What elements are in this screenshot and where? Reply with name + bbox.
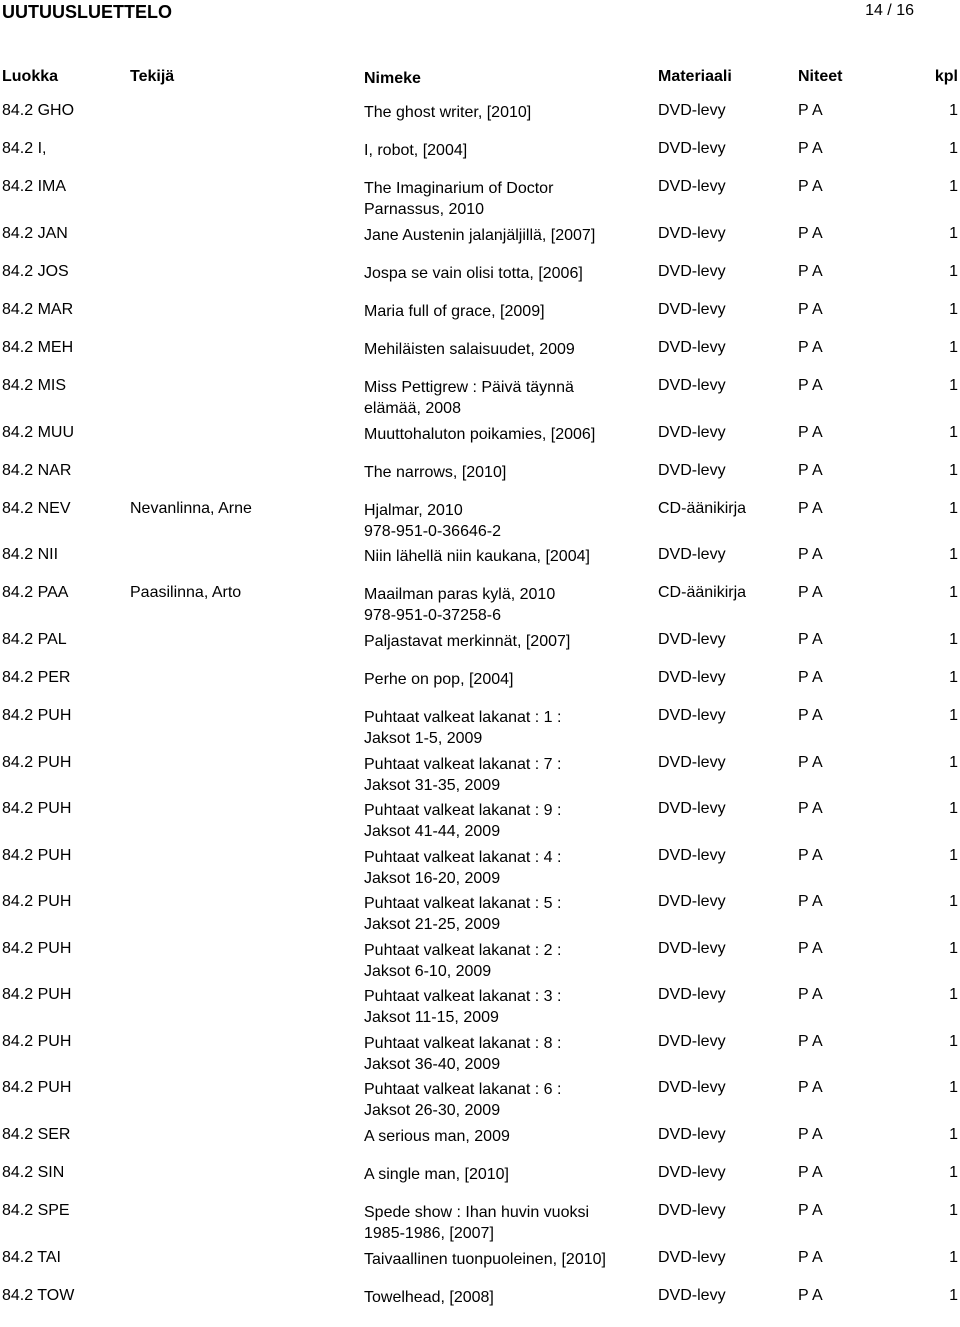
table-row [0,707,960,747]
cell-count: 1 [949,707,958,724]
cell-class: 84.2 PAL [2,631,67,648]
cell-title [364,893,614,935]
cell-notes: P A [798,462,823,479]
cell-class: 84.2 JOS [2,263,69,280]
table-row [0,940,960,980]
table-row [0,1033,960,1073]
column-header-material: Materiaali [658,68,732,85]
column-header-author: Tekijä [130,68,175,85]
column-header-notes: Niteet [798,68,843,85]
cell-count: 1 [949,102,958,119]
table-row [0,893,960,933]
table-row [0,102,960,142]
cell-class: 84.2 PUH [2,1033,72,1050]
cell-material: CD-äänikirja [658,500,747,517]
cell-count: 1 [949,1033,958,1050]
cell-class: 84.2 PUH [2,986,72,1003]
cell-notes: P A [798,754,823,771]
cell-title-line1: Maria full of grace, [2009] [364,303,545,320]
page-title: UUTUUSLUETTELO [2,2,172,22]
cell-material: DVD-levy [658,263,726,280]
cell-notes: P A [798,178,823,195]
cell-title-line2: Jaksot 21-25, 2009 [364,916,501,933]
cell-title-line1: Paljastavat merkinnät, [2007] [364,633,571,650]
cell-notes: P A [798,424,823,441]
page-number: 14 / 16 [865,2,914,19]
cell-notes: P A [798,669,823,686]
cell-title-line1: A single man, [2010] [364,1166,509,1183]
cell-count: 1 [949,754,958,771]
column-header-count: kpl [934,68,958,85]
cell-title [364,1202,614,1244]
cell-count: 1 [949,424,958,441]
cell-notes: P A [798,940,823,957]
cell-material: DVD-levy [658,462,726,479]
cell-class: 84.2 JAN [2,225,68,242]
cell-count: 1 [949,940,958,957]
cell-count: 1 [949,301,958,318]
cell-title [364,847,614,889]
cell-class: 84.2 PUH [2,800,72,817]
cell-count: 1 [949,800,958,817]
cell-material: DVD-levy [658,847,726,864]
cell-count: 1 [949,1202,958,1219]
cell-title-line1: Miss Pettigrew : Päivä täynnä [364,379,574,396]
cell-title-line1: Puhtaat valkeat lakanat : 8 : [364,1035,562,1052]
table-row [0,1126,960,1166]
cell-title [364,500,614,542]
table-row [0,178,960,218]
cell-title-line2: Jaksot 36-40, 2009 [364,1056,501,1073]
cell-title-line1: Mehiläisten salaisuudet, 2009 [364,341,575,358]
cell-notes: P A [798,1202,823,1219]
cell-title [364,178,614,220]
table-row [0,800,960,840]
cell-count: 1 [949,669,958,686]
cell-author: Nevanlinna, Arne [130,500,252,517]
cell-count: 1 [949,1079,958,1096]
cell-title-line1: A serious man, 2009 [364,1128,510,1145]
table-row [0,462,960,502]
cell-notes: P A [798,707,823,724]
cell-material: DVD-levy [658,301,726,318]
table-row [0,1202,960,1242]
cell-title-line1: Spede show : Ihan huvin vuoksi [364,1204,590,1221]
cell-title-line1: Puhtaat valkeat lakanat : 4 : [364,849,562,866]
cell-title-line2: Parnassus, 2010 [364,201,485,218]
cell-title-line2: Jaksot 31-35, 2009 [364,777,501,794]
table-row [0,301,960,341]
cell-count: 1 [949,377,958,394]
cell-title [364,1126,614,1147]
table-row [0,1164,960,1204]
cell-count: 1 [949,500,958,517]
cell-count: 1 [949,263,958,280]
cell-notes: P A [798,1287,823,1304]
cell-title [364,707,614,749]
cell-title [364,1079,614,1121]
cell-count: 1 [949,986,958,1003]
cell-title [364,986,614,1028]
cell-class: 84.2 PAA [2,584,69,601]
cell-material: DVD-levy [658,631,726,648]
cell-title-line2: Jaksot 16-20, 2009 [364,870,501,887]
table-header [0,68,960,90]
cell-title-line2: Jaksot 1-5, 2009 [364,730,483,747]
cell-title-line2: Jaksot 26-30, 2009 [364,1102,501,1119]
cell-class: 84.2 PUH [2,940,72,957]
cell-title-line1: Towelhead, [2008] [364,1289,494,1306]
cell-notes: P A [798,140,823,157]
cell-count: 1 [949,631,958,648]
cell-class: 84.2 MEH [2,339,74,356]
cell-title-line1: The narrows, [2010] [364,464,507,481]
cell-title-line1: Perhe on pop, [2004] [364,671,514,688]
cell-count: 1 [949,893,958,910]
cell-notes: P A [798,1164,823,1181]
cell-title [364,940,614,982]
column-header-title: Nimeke [364,70,421,87]
cell-title-line1: Puhtaat valkeat lakanat : 6 : [364,1081,562,1098]
cell-class: 84.2 TOW [2,1287,75,1304]
cell-title-line1: Maailman paras kylä, 2010 [364,586,556,603]
cell-material: DVD-levy [658,800,726,817]
cell-notes: P A [798,546,823,563]
cell-material: DVD-levy [658,986,726,1003]
table-row [0,847,960,887]
cell-title [364,1033,614,1075]
cell-material: DVD-levy [658,339,726,356]
cell-material: DVD-levy [658,377,726,394]
cell-count: 1 [949,339,958,356]
cell-title-line2: 978-951-0-36646-2 [364,523,501,540]
cell-notes: P A [798,500,823,517]
cell-title-line1: Puhtaat valkeat lakanat : 5 : [364,895,562,912]
cell-class: 84.2 SPE [2,1202,70,1219]
cell-count: 1 [949,140,958,157]
cell-title [364,424,614,445]
cell-title-line2: Jaksot 41-44, 2009 [364,823,501,840]
column-header-class: Luokka [2,68,59,85]
cell-notes: P A [798,339,823,356]
cell-title-line2: Jaksot 6-10, 2009 [364,963,492,980]
cell-title-line1: Jospa se vain olisi totta, [2006] [364,265,583,282]
cell-count: 1 [949,847,958,864]
table-row [0,140,960,180]
cell-title-line1: Puhtaat valkeat lakanat : 1 : [364,709,562,726]
cell-material: DVD-levy [658,1249,726,1266]
cell-title [364,225,614,246]
table-row [0,631,960,671]
cell-class: 84.2 TAI [2,1249,61,1266]
cell-author: Paasilinna, Arto [130,584,242,601]
table-row [0,669,960,709]
table-row [0,377,960,417]
cell-material: DVD-levy [658,1033,726,1050]
cell-material: DVD-levy [658,1202,726,1219]
cell-title-line2: 1985-1986, [2007] [364,1225,494,1242]
cell-material: CD-äänikirja [658,584,747,601]
cell-title [364,377,614,419]
cell-title-line1: Jane Austenin jalanjäljillä, [2007] [364,227,596,244]
cell-material: DVD-levy [658,1126,726,1143]
cell-material: DVD-levy [658,424,726,441]
table-row [0,225,960,265]
cell-title [364,301,614,322]
cell-notes: P A [798,893,823,910]
cell-material: DVD-levy [658,940,726,957]
cell-title [364,1287,614,1308]
cell-material: DVD-levy [658,225,726,242]
cell-count: 1 [949,1126,958,1143]
cell-title-line1: Niin lähellä niin kaukana, [2004] [364,548,590,565]
cell-title-line1: Muuttohaluton poikamies, [2006] [364,426,596,443]
cell-notes: P A [798,102,823,119]
cell-notes: P A [798,263,823,280]
cell-material: DVD-levy [658,102,726,119]
cell-material: DVD-levy [658,1079,726,1096]
cell-count: 1 [949,584,958,601]
cell-count: 1 [949,1287,958,1304]
cell-count: 1 [949,462,958,479]
cell-class: 84.2 PUH [2,754,72,771]
cell-material: DVD-levy [658,178,726,195]
cell-notes: P A [798,800,823,817]
cell-notes: P A [798,1033,823,1050]
table-row [0,424,960,464]
cell-notes: P A [798,225,823,242]
table-row [0,584,960,624]
cell-title-line2: 978-951-0-37258-6 [364,607,501,624]
cell-title-line1: Puhtaat valkeat lakanat : 9 : [364,802,562,819]
cell-notes: P A [798,1249,823,1266]
cell-title [364,546,614,567]
cell-notes: P A [798,377,823,394]
cell-material: DVD-levy [658,1164,726,1181]
cell-title-line1: Taivaallinen tuonpuoleinen, [2010] [364,1251,606,1268]
cell-title [364,1249,614,1270]
cell-class: 84.2 GHO [2,102,75,119]
table-row [0,1249,960,1289]
table-row [0,263,960,303]
cell-material: DVD-levy [658,754,726,771]
cell-title-line1: I, robot, [2004] [364,142,468,159]
cell-title [364,339,614,360]
cell-class: 84.2 I, [2,140,47,157]
table-row [0,1079,960,1119]
cell-count: 1 [949,546,958,563]
cell-notes: P A [798,1079,823,1096]
cell-class: 84.2 NII [2,546,59,563]
cell-notes: P A [798,301,823,318]
cell-title-line1: Hjalmar, 2010 [364,502,463,519]
cell-class: 84.2 NEV [2,500,71,517]
cell-material: DVD-levy [658,140,726,157]
cell-title [364,631,614,652]
cell-count: 1 [949,1164,958,1181]
cell-class: 84.2 PER [2,669,71,686]
table-row [0,546,960,586]
cell-title [364,669,614,690]
cell-material: DVD-levy [658,707,726,724]
cell-title-line1: Puhtaat valkeat lakanat : 3 : [364,988,562,1005]
cell-title-line2: elämää, 2008 [364,400,461,417]
cell-title-line1: Puhtaat valkeat lakanat : 2 : [364,942,562,959]
cell-material: DVD-levy [658,546,726,563]
cell-class: 84.2 PUH [2,893,72,910]
cell-class: 84.2 MUU [2,424,75,441]
cell-title [364,462,614,483]
cell-notes: P A [798,584,823,601]
cell-title [364,102,614,123]
cell-class: 84.2 PUH [2,707,72,724]
cell-count: 1 [949,1249,958,1266]
cell-title-line1: The ghost writer, [2010] [364,104,532,121]
cell-notes: P A [798,986,823,1003]
cell-title [364,800,614,842]
cell-material: DVD-levy [658,1287,726,1304]
cell-count: 1 [949,178,958,195]
cell-title [364,584,614,626]
cell-title-line1: The Imaginarium of Doctor [364,180,554,197]
cell-class: 84.2 IMA [2,178,67,195]
cell-class: 84.2 MAR [2,301,74,318]
cell-title-line2: Jaksot 11-15, 2009 [364,1009,499,1026]
cell-title [364,140,614,161]
cell-title [364,754,614,796]
cell-class: 84.2 PUH [2,847,72,864]
cell-title [364,263,614,284]
table-row [0,986,960,1026]
cell-notes: P A [798,847,823,864]
cell-class: 84.2 MIS [2,377,67,394]
cell-notes: P A [798,631,823,648]
cell-title-line1: Puhtaat valkeat lakanat : 7 : [364,756,562,773]
cell-count: 1 [949,225,958,242]
cell-title [364,1164,614,1185]
table-row [0,500,960,540]
table-row [0,754,960,794]
cell-class: 84.2 NAR [2,462,72,479]
cell-class: 84.2 SER [2,1126,71,1143]
cell-material: DVD-levy [658,669,726,686]
table-row [0,1287,960,1327]
table-row [0,339,960,379]
cell-class: 84.2 SIN [2,1164,65,1181]
cell-material: DVD-levy [658,893,726,910]
cell-class: 84.2 PUH [2,1079,72,1096]
cell-notes: P A [798,1126,823,1143]
